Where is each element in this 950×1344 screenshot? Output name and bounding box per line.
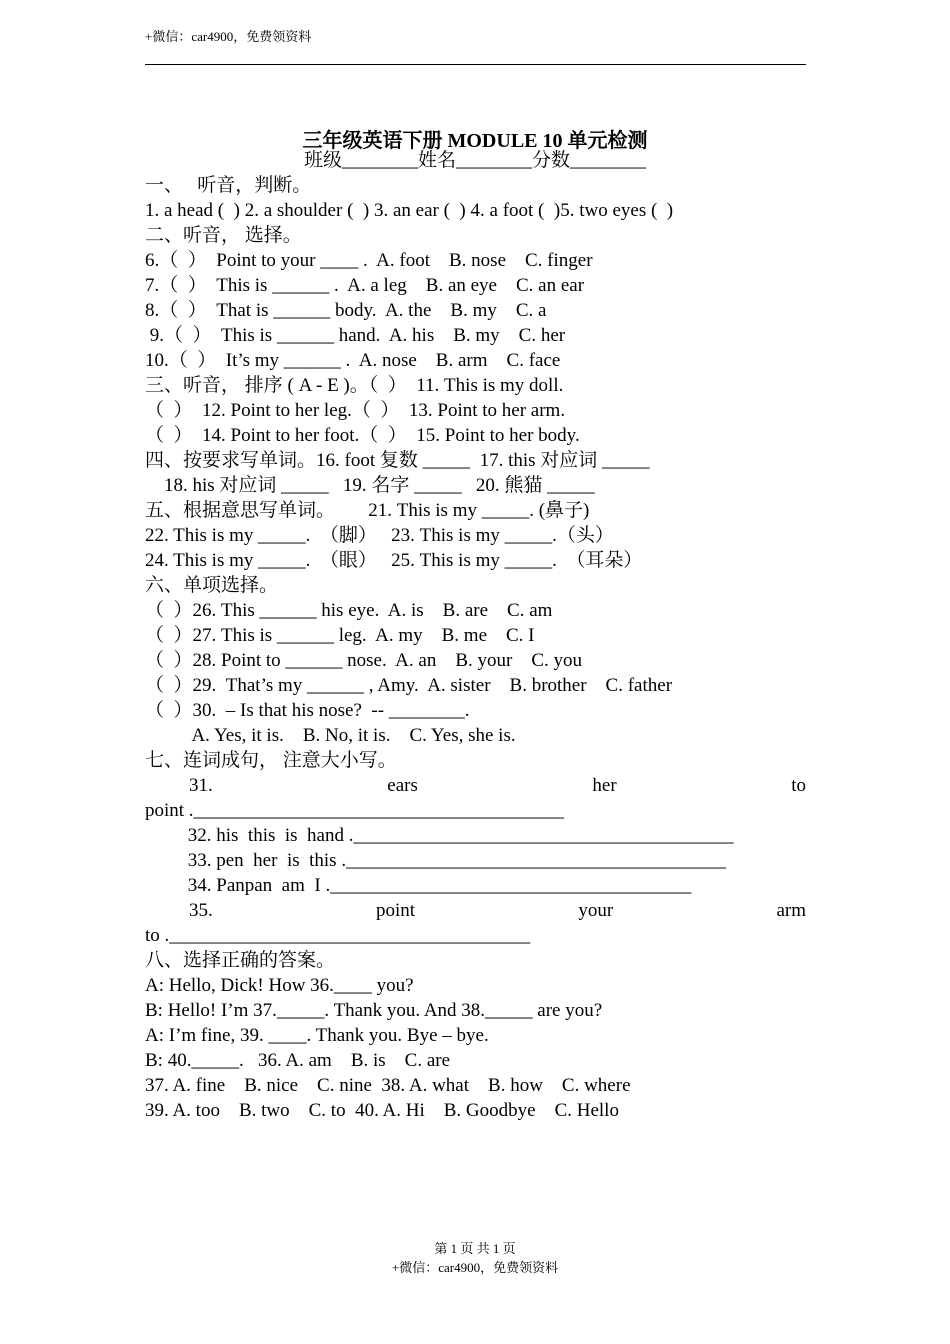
question-line: 24. This is my _____. （眼） 25. This is my _____. （耳朵）	[145, 550, 643, 571]
question-line: 7.（ ） This is ______ . A. a leg B. an eye C. an ear	[145, 275, 585, 296]
question-line: 8.（ ） That is ______ body. A. the B. my C. a	[145, 300, 547, 321]
section-1-heading: 一、 听音，判断。	[145, 175, 312, 196]
question-35	[189, 899, 806, 923]
section-4-heading: 四、按要求写单词。16. foot 复数 _____ 17. this 对应词 _____	[145, 450, 650, 471]
word: point	[376, 900, 416, 921]
question-line: （ ）29. That’s my ______ , Amy. A. sister B. brother C. father	[145, 675, 673, 696]
question-line: 1. a head ( ) 2. a shoulder ( ) 3. an ear ( ) 4. a foot ( )5. two eyes ( )	[145, 200, 674, 221]
section-5-heading: 五、根据意思写单词。 21. This is my _____. (鼻子)	[145, 500, 590, 521]
footer-note: +微信：car4900，免费领资料	[391, 1260, 559, 1275]
question-line: （ ）30. – Is that his nose? -- ________.	[145, 700, 470, 721]
question-33: 33. pen her is this .________________________________________	[145, 850, 727, 871]
section-7-heading: 七、连词成句， 注意大小写。	[145, 750, 397, 771]
dialogue-line: A: Hello, Dick! How 36.____ you?	[145, 975, 414, 996]
word: 31.	[189, 775, 213, 796]
word: your	[578, 900, 614, 921]
question-31	[189, 774, 806, 798]
question-35-continued: to .______________________________________	[145, 925, 531, 946]
question-line: 6.（ ） Point to your ____ . A. foot B. nose C. finger	[145, 250, 593, 271]
question-line: 10.（ ） It’s my ______ . A. nose B. arm C. face	[145, 350, 561, 371]
question-32: 32. his this is hand .________________________________________	[145, 825, 734, 846]
question-line: （ ） 12. Point to her leg.（ ） 13. Point to her arm.	[145, 400, 566, 421]
header-note: +微信：car4900，免费领资料	[145, 29, 312, 44]
question-line: 18. his 对应词 _____ 19. 名字 _____ 20. 熊猫 _____	[145, 475, 595, 496]
question-line: （ ）28. Point to ______ nose. A. an B. your C. you	[145, 650, 583, 671]
section-2-heading: 二、听音， 选择。	[145, 225, 302, 246]
question-line: 9.（ ） This is ______ hand. A. his B. my C. her	[145, 325, 566, 346]
options-line: 37. A. fine B. nice C. nine 38. A. what B. how C. where	[145, 1075, 631, 1096]
section-3-heading: 三、听音， 排序 ( A - E )。（ ） 11. This is my doll.	[145, 375, 564, 396]
question-34: 34. Panpan am I .______________________________________	[145, 875, 692, 896]
question-line: （ ）26. This ______ his eye. A. is B. are C. am	[145, 600, 553, 621]
word: to	[791, 775, 806, 796]
dialogue-line: B: 40._____. 36. A. am B. is C. are	[145, 1050, 451, 1071]
page-title: 三年级英语下册 MODULE 10 单元检测	[302, 130, 648, 152]
word: ears	[387, 775, 418, 796]
word: arm	[776, 900, 806, 921]
section-6-heading: 六、单项选择。	[145, 575, 279, 596]
options-line: 39. A. too B. two C. to 40. A. Hi B. Goodbye C. Hello	[145, 1100, 619, 1121]
question-line: （ ） 14. Point to her foot.（ ） 15. Point to her body.	[145, 425, 580, 446]
question-line: A. Yes, it is. B. No, it is. C. Yes, she is.	[145, 725, 516, 746]
word: her	[592, 775, 617, 796]
question-line: （ ）27. This is ______ leg. A. my B. me C. I	[145, 625, 535, 646]
header-rule	[145, 64, 806, 65]
dialogue-line: B: Hello! I’m 37._____. Thank you. And 38._____ are you?	[145, 1000, 603, 1021]
section-8-heading: 八、选择正确的答案。	[145, 950, 336, 971]
dialogue-line: A: I’m fine, 39. ____. Thank you. Bye – bye.	[145, 1025, 489, 1046]
info-line: 班级________姓名________分数________	[303, 150, 646, 171]
page-number: 第 1 页 共 1 页	[434, 1241, 516, 1256]
question-line: 22. This is my _____. （脚） 23. This is my _____.（头）	[145, 525, 614, 546]
word: 35.	[189, 900, 213, 921]
question-31-continued: point ._______________________________________	[145, 800, 565, 821]
